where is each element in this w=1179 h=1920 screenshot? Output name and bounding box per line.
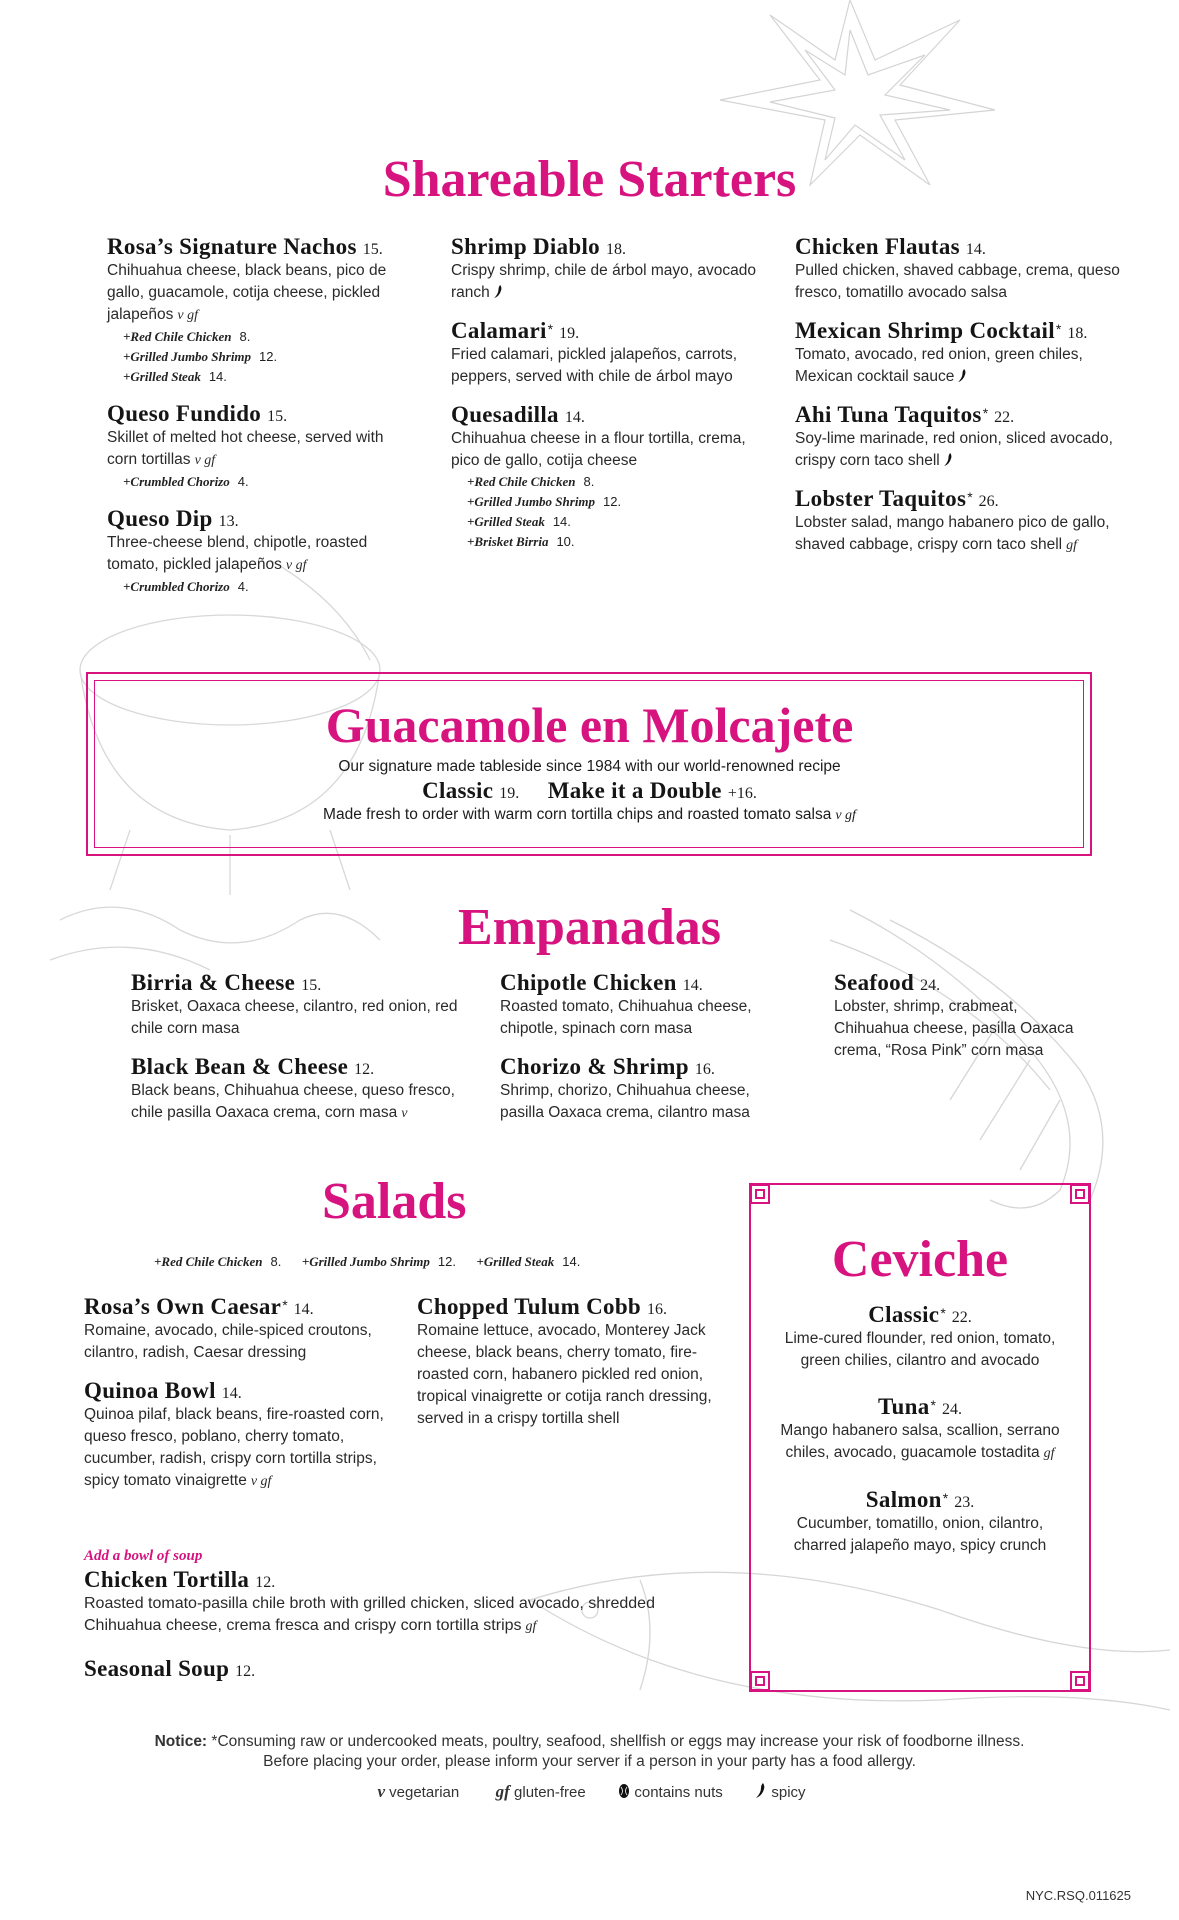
dietary-tags: v gf bbox=[835, 808, 856, 823]
item-price: 18. bbox=[1067, 325, 1088, 342]
menu-item-chorizo-shrimp-empanada bbox=[500, 1054, 790, 1124]
item-price: 22. bbox=[994, 409, 1015, 426]
corner-ornament-icon bbox=[749, 1670, 771, 1692]
item-name: Salmon bbox=[865, 1487, 942, 1512]
raw-warning-star: * bbox=[282, 1297, 288, 1313]
addon-option: +Red Chile Chicken 8. bbox=[467, 474, 595, 489]
item-description: Lobster, shrimp, crabmeat, Chihuahua cheese, pasilla Oaxaca crema, “Rosa Pink” corn masa bbox=[834, 998, 1074, 1059]
item-name: Black Bean & Cheese bbox=[131, 1054, 349, 1079]
chili-pepper-icon bbox=[944, 453, 953, 467]
guac-note-text: Made fresh to order with warm corn tortilla chips and roasted tomato salsa bbox=[323, 806, 832, 823]
corner-ornament-icon bbox=[1069, 1670, 1091, 1692]
item-price: 16. bbox=[694, 1061, 715, 1078]
starters-column-2 bbox=[451, 234, 761, 566]
section-title-guacamole: Guacamole en Molcajete bbox=[325, 697, 854, 753]
guacamole-note bbox=[0, 806, 1179, 824]
menu-item-birria-empanada bbox=[131, 970, 461, 1040]
section-title-starters: Shareable Starters bbox=[382, 151, 797, 208]
item-name: Rosa’s Signature Nachos bbox=[107, 234, 357, 259]
item-price: 14. bbox=[293, 1301, 314, 1318]
dietary-tags: v gf bbox=[250, 1474, 272, 1489]
legend-vegetarian: v vegetarian bbox=[377, 1782, 460, 1801]
dietary-tags: gf bbox=[1043, 1446, 1055, 1461]
addon-option: +Grilled Jumbo Shrimp 12. bbox=[301, 1254, 456, 1269]
item-name: Classic bbox=[868, 1302, 940, 1327]
legend-spicy: spicy bbox=[755, 1783, 805, 1801]
gluten-free-icon: gf bbox=[495, 1782, 510, 1801]
menu-item-queso-dip bbox=[107, 506, 417, 597]
item-name: Quesadilla bbox=[451, 402, 559, 427]
dietary-tags: gf bbox=[1066, 538, 1077, 553]
item-name: Ahi Tuna Taquitos bbox=[795, 402, 982, 427]
item-name: Shrimp Diablo bbox=[451, 234, 600, 259]
item-price: 12. bbox=[235, 1663, 256, 1680]
salads-column-2 bbox=[417, 1294, 717, 1444]
menu-item-quinoa-bowl bbox=[84, 1378, 384, 1493]
item-price: 14. bbox=[221, 1385, 242, 1402]
soup-label: Add a bowl of soup bbox=[84, 1548, 203, 1564]
item-name: Seafood bbox=[834, 970, 915, 995]
item-price: 14. bbox=[564, 409, 585, 426]
item-name: Quinoa Bowl bbox=[84, 1378, 216, 1403]
item-description: Romaine, avocado, chile-spiced croutons, cilantro, radish, Caesar dressing bbox=[84, 1322, 372, 1361]
guac-double-price: +16. bbox=[727, 785, 757, 802]
menu-item-classic-ceviche bbox=[779, 1302, 1061, 1372]
item-price: 15. bbox=[267, 408, 288, 425]
item-description: Lime-cured flounder, red onion, tomato, green chilies, cilantro and avocado bbox=[784, 1330, 1056, 1369]
item-name: Chopped Tulum Cobb bbox=[417, 1294, 642, 1319]
item-description: Chihuahua cheese in a flour tortilla, crema, pico de gallo, cotija cheese bbox=[451, 430, 746, 469]
item-name: Seasonal Soup bbox=[84, 1656, 230, 1681]
guacamole-subtitle: Our signature made tableside since 1984 with our world-renowned recipe bbox=[338, 758, 841, 775]
raw-warning-star: * bbox=[930, 1397, 936, 1413]
empanadas-column-2 bbox=[500, 970, 790, 1138]
menu-item-queso-fundido bbox=[107, 401, 417, 492]
item-description: Quinoa pilaf, black beans, fire-roasted corn, queso fresco, poblano, cherry tomato, cucumber, radish, crispy corn tortilla strips, spicy tomato vinaigrette bbox=[84, 1406, 384, 1489]
dietary-tags: v bbox=[401, 1106, 408, 1121]
item-price: 26. bbox=[978, 493, 999, 510]
menu-item-calamari bbox=[451, 318, 761, 388]
item-name: Lobster Taquitos bbox=[795, 486, 967, 511]
guacamole-options bbox=[0, 778, 1179, 804]
item-description: Black beans, Chihuahua cheese, queso fresco, chile pasilla Oaxaca crema, corn masa bbox=[131, 1082, 455, 1121]
item-price: 14. bbox=[965, 241, 986, 258]
item-price: 12. bbox=[354, 1061, 375, 1078]
corner-ornament-icon bbox=[1069, 1183, 1091, 1205]
raw-warning-star: * bbox=[547, 321, 554, 337]
raw-warning-star: * bbox=[942, 1490, 949, 1506]
addon-option: +Brisket Birria 10. bbox=[467, 534, 575, 549]
nut-icon bbox=[618, 1783, 630, 1799]
item-price: 24. bbox=[920, 977, 941, 994]
item-name: Queso Fundido bbox=[107, 401, 262, 426]
item-name: Chorizo & Shrimp bbox=[500, 1054, 689, 1079]
item-name: Chipotle Chicken bbox=[500, 970, 677, 995]
dietary-tags: v gf bbox=[194, 453, 216, 468]
raw-warning-star: * bbox=[1055, 321, 1062, 337]
item-price: 14. bbox=[682, 977, 703, 994]
item-name: Queso Dip bbox=[107, 506, 213, 531]
raw-warning-star: * bbox=[982, 405, 989, 421]
vegetarian-icon: v bbox=[377, 1782, 385, 1801]
guac-classic-price: 19. bbox=[499, 785, 520, 802]
item-price: 13. bbox=[218, 513, 239, 530]
dietary-tags: v gf bbox=[177, 308, 198, 323]
legend-gluten-free: gf gluten-free bbox=[495, 1782, 586, 1801]
menu-item-caesar bbox=[84, 1294, 384, 1364]
item-description: Three-cheese blend, chipotle, roasted tomato, pickled jalapeños bbox=[107, 534, 368, 573]
item-price: 15. bbox=[301, 977, 322, 994]
menu-item-flautas bbox=[795, 234, 1125, 304]
notice-label: Notice: bbox=[154, 1733, 208, 1750]
notice-line-1: *Consuming raw or undercooked meats, poultry, seafood, shellfish or eggs may increase your risk of foodborne illness. bbox=[211, 1733, 1025, 1750]
item-price: 22. bbox=[951, 1309, 972, 1326]
allergy-notice bbox=[0, 1732, 1179, 1772]
menu-item-black-bean-empanada bbox=[131, 1054, 461, 1125]
menu-item-salmon-ceviche bbox=[779, 1487, 1061, 1557]
item-name: Chicken Flautas bbox=[795, 234, 960, 259]
empanadas-column-3 bbox=[834, 970, 1094, 1076]
item-description: Crispy shrimp, chile de árbol mayo, avocado ranch bbox=[451, 262, 756, 301]
item-description: Pulled chicken, shaved cabbage, crema, queso fresco, tomatillo avocado salsa bbox=[795, 262, 1120, 301]
item-name: Chicken Tortilla bbox=[84, 1567, 250, 1592]
item-description: Tomato, avocado, red onion, green chiles, Mexican cocktail sauce bbox=[795, 346, 1083, 385]
addon-option: +Red Chile Chicken 8. bbox=[123, 329, 251, 344]
item-description: Chihuahua cheese, black beans, pico de gallo, guacamole, cotija cheese, pickled jalapeños bbox=[107, 262, 387, 323]
addon-option: +Red Chile Chicken 8. bbox=[154, 1254, 282, 1269]
chili-pepper-icon bbox=[494, 285, 503, 299]
item-description: Roasted tomato-pasilla chile broth with grilled chicken, sliced avocado, shredded Chihuahua cheese, crema fresca and crispy corn tortilla strips bbox=[84, 1595, 655, 1634]
item-description: Brisket, Oaxaca cheese, cilantro, red onion, red chile corn masa bbox=[131, 998, 458, 1037]
menu-item-tuna-ceviche bbox=[779, 1394, 1061, 1465]
menu-item-chipotle-chicken-empanada bbox=[500, 970, 790, 1040]
item-description: Soy-lime marinade, red onion, sliced avocado, crispy corn taco shell bbox=[795, 430, 1113, 469]
starters-column-1 bbox=[107, 234, 417, 611]
addon-option: +Grilled Jumbo Shrimp 12. bbox=[123, 349, 278, 364]
item-name: Calamari bbox=[451, 318, 547, 343]
notice-line-2: Before placing your order, please inform your server if a person in your party has a food allergy. bbox=[263, 1753, 916, 1770]
item-name: Tuna bbox=[878, 1394, 930, 1419]
section-title-ceviche: Ceviche bbox=[831, 1231, 1009, 1288]
addon-option: +Grilled Steak 14. bbox=[476, 1254, 581, 1269]
menu-item-shrimp-cocktail bbox=[795, 318, 1125, 388]
item-description: Shrimp, chorizo, Chihuahua cheese, pasilla Oaxaca crema, cilantro masa bbox=[500, 1082, 750, 1121]
salads-column-1 bbox=[84, 1294, 384, 1507]
item-description: Romaine lettuce, avocado, Monterey Jack cheese, black beans, cherry tomato, fire-roasted corn, habanero pickled red onion, tropical vinaigrette or cotija ranch dressing, served in a crispy tortilla shell bbox=[417, 1322, 712, 1427]
raw-warning-star: * bbox=[967, 489, 973, 505]
soup-section bbox=[84, 1548, 674, 1696]
item-price: 15. bbox=[362, 241, 383, 258]
guac-double-name: Make it a Double bbox=[547, 778, 722, 803]
item-price: 18. bbox=[605, 241, 626, 258]
item-price: 23. bbox=[954, 1494, 975, 1511]
item-description: Fried calamari, pickled jalapeños, carrots, peppers, served with chile de árbol mayo bbox=[451, 346, 738, 385]
chili-pepper-icon bbox=[755, 1783, 767, 1799]
empanadas-column-1 bbox=[131, 970, 461, 1139]
section-title-empanadas: Empanadas bbox=[458, 899, 721, 956]
item-price: 24. bbox=[941, 1401, 962, 1418]
menu-item-chicken-tortilla-soup bbox=[84, 1567, 674, 1638]
dietary-legend bbox=[0, 1782, 1179, 1802]
dietary-tags: v gf bbox=[285, 558, 307, 573]
menu-item-ahi-tuna-taquitos bbox=[795, 402, 1125, 472]
item-description: Skillet of melted hot cheese, served with corn tortillas bbox=[107, 429, 384, 468]
raw-warning-star: * bbox=[940, 1305, 946, 1321]
addon-option: +Grilled Steak 14. bbox=[467, 514, 571, 529]
addon-option: +Grilled Steak 14. bbox=[123, 369, 227, 384]
guac-classic-name: Classic bbox=[422, 778, 494, 803]
menu-item-quesadilla bbox=[451, 402, 761, 552]
item-price: 12. bbox=[255, 1574, 276, 1591]
salad-addons bbox=[138, 1252, 580, 1272]
addon-option: +Grilled Jumbo Shrimp 12. bbox=[467, 494, 622, 509]
legend-contains-nuts: contains nuts bbox=[618, 1783, 723, 1801]
item-description: Mango habanero salsa, scallion, serrano chiles, avocado, guacamole tostadita bbox=[780, 1422, 1060, 1461]
item-description: Lobster salad, mango habanero pico de gallo, shaved cabbage, crispy corn taco shell bbox=[795, 514, 1110, 553]
addon-option: +Crumbled Chorizo 4. bbox=[123, 474, 249, 489]
item-name: Mexican Shrimp Cocktail bbox=[795, 318, 1055, 343]
item-description: Cucumber, tomatillo, onion, cilantro, charred jalapeño mayo, spicy crunch bbox=[793, 1515, 1047, 1554]
chili-pepper-icon bbox=[958, 369, 967, 383]
starters-column-3 bbox=[795, 234, 1125, 571]
section-title-salads: Salads bbox=[322, 1173, 467, 1230]
menu-item-seasonal-soup bbox=[84, 1656, 674, 1682]
item-price: 19. bbox=[559, 325, 580, 342]
menu-item-tulum-cobb bbox=[417, 1294, 717, 1430]
menu-item-shrimp-diablo bbox=[451, 234, 761, 304]
item-name: Rosa’s Own Caesar bbox=[84, 1294, 282, 1319]
menu-item-nachos bbox=[107, 234, 417, 387]
menu-item-seafood-empanada bbox=[834, 970, 1094, 1062]
addon-option: +Crumbled Chorizo 4. bbox=[123, 579, 249, 594]
menu-item-lobster-taquitos bbox=[795, 486, 1125, 557]
item-price: 16. bbox=[647, 1301, 668, 1318]
item-description: Roasted tomato, Chihuahua cheese, chipotle, spinach corn masa bbox=[500, 998, 752, 1037]
item-name: Birria & Cheese bbox=[131, 970, 296, 995]
dietary-tags: gf bbox=[525, 1619, 537, 1634]
ceviche-items bbox=[779, 1302, 1061, 1571]
corner-ornament-icon bbox=[749, 1183, 771, 1205]
menu-code: NYC.RSQ.011625 bbox=[1025, 1888, 1131, 1903]
